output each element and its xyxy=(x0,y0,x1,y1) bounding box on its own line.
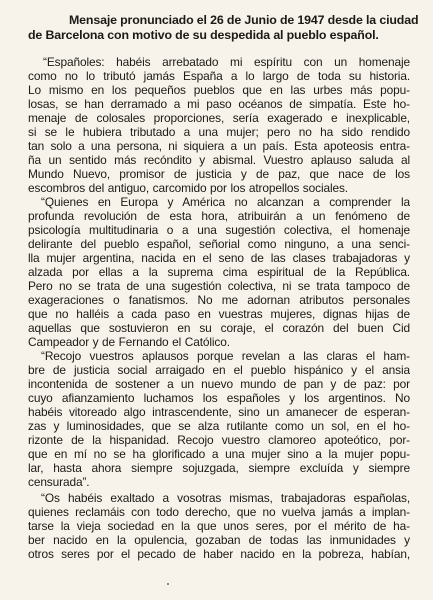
text-line: zas y luminosidades, que se alza rutilante como un sol, en el ho- xyxy=(28,420,410,433)
text-line: como no lo tributó jamás España a lo largo de toda su historia. xyxy=(28,70,410,83)
text-line: quienes reclamáis con todo derecho, que no vuelva jamás a implan- xyxy=(28,506,410,519)
text-line: Mundo Nuevo, promisor de justicia y de paz, que nace de los xyxy=(28,168,410,181)
text-line: rizonte de la hispanidad. Recojo vuestro clamoreo apoteótico, por- xyxy=(28,434,410,447)
text-line: psicología multitudinaria o a una sugestión colectiva, el homenaje xyxy=(28,224,410,237)
text-line: “Españoles: habéis arrebatado mi espíritu con un homenaje xyxy=(43,56,410,69)
paper-speck xyxy=(167,583,169,585)
text-line: cuyo afianzamiento luchamos los españoles y los argentinos. No xyxy=(28,392,410,405)
text-line: lla mujer argentina, nacida en el seno de las clases trabajadoras y xyxy=(28,252,410,265)
text-line: lar, hasta ahora siempre sojuzgada, siempre excluída y siempre xyxy=(28,462,410,475)
text-line: otros seres por el pecado de haber nacido en la pobreza, habían, xyxy=(28,548,410,561)
text-line: si se le hubiera tributado a una mujer; pero no ha sido rendido xyxy=(28,126,410,139)
text-line: Lo mismo en los pequeños pueblos que en las urbes más popu- xyxy=(28,84,410,97)
text-line: Campeador y de Fernando el Católico. xyxy=(28,335,230,349)
text-line: que en mí no se ha glorificado a una mujer sino a la mujer popu- xyxy=(28,448,410,461)
text-line: aquellas que sostuvieron en su coraje, el corazón del buen Cid xyxy=(28,322,410,335)
text-line: “Quienes en Europa y América no alcanzan a comprender la xyxy=(41,196,410,209)
text-line: tarse la vieja sociedad en la que unos seres, por el mérito de ha- xyxy=(28,520,410,533)
text-line: ber nacido en la opulencia, gozaban de todas las inmunidades y xyxy=(28,534,410,547)
text-line: que no halléis a cada paso en vuestras mujeres, dignas hijas de xyxy=(28,308,410,321)
text-line: “Recojo vuestros aplausos porque revelan a las claras el ham- xyxy=(41,350,410,363)
text-line: tan solo a una persona, ni siquiera a un país. Esta apoteosis entra- xyxy=(28,140,410,153)
text-line: escombros del antiguo, carcomido por los atropellos sociales. xyxy=(28,181,348,195)
text-line: ña un sentido más recóndito y abismal. Vuestro aplauso saluda al xyxy=(28,154,410,167)
text-line: profunda revolución de esta hora, atribuirán a un fenómeno de xyxy=(28,210,410,223)
text-line: censurada”. xyxy=(28,475,90,489)
text-line: bre de justicia social arraigado en el pueblo hispánico y el ansia xyxy=(28,364,410,377)
text-line: Pero no se trata de una sugestión colectiva, ni se trata tampoco de xyxy=(28,280,410,293)
text-line: alzada por ellas a la suprema cima espiritual de la República. xyxy=(28,266,410,279)
text-line: exageraciones o fanatismos. No me adornan atributos personales xyxy=(28,294,410,307)
text-line: “Os habéis exaltado a vosotras mismas, trabajadoras españolas, xyxy=(41,492,410,505)
text-line: habéis vitoreado algo intrascendente, sino un amanecer de esperan- xyxy=(28,406,410,419)
heading-line-1: Mensaje pronunciado el 26 de Junio de 1947 desde la ciudad xyxy=(69,13,419,27)
text-line: losas, se han derramado a mi paso océanos de simpatía. Este ho- xyxy=(28,98,410,111)
text-line: menaje de colosales proporciones, sería exagerado e inexplicable, xyxy=(28,112,410,125)
text-line: incontenida de sostener a un nuevo mundo de pan y de paz: por xyxy=(28,378,410,391)
heading-line-2: de Barcelona con motivo de su despedida al pueblo español. xyxy=(28,28,379,42)
text-line: delirante del pueblo español, señorial como ninguno, a una senci- xyxy=(28,238,410,251)
